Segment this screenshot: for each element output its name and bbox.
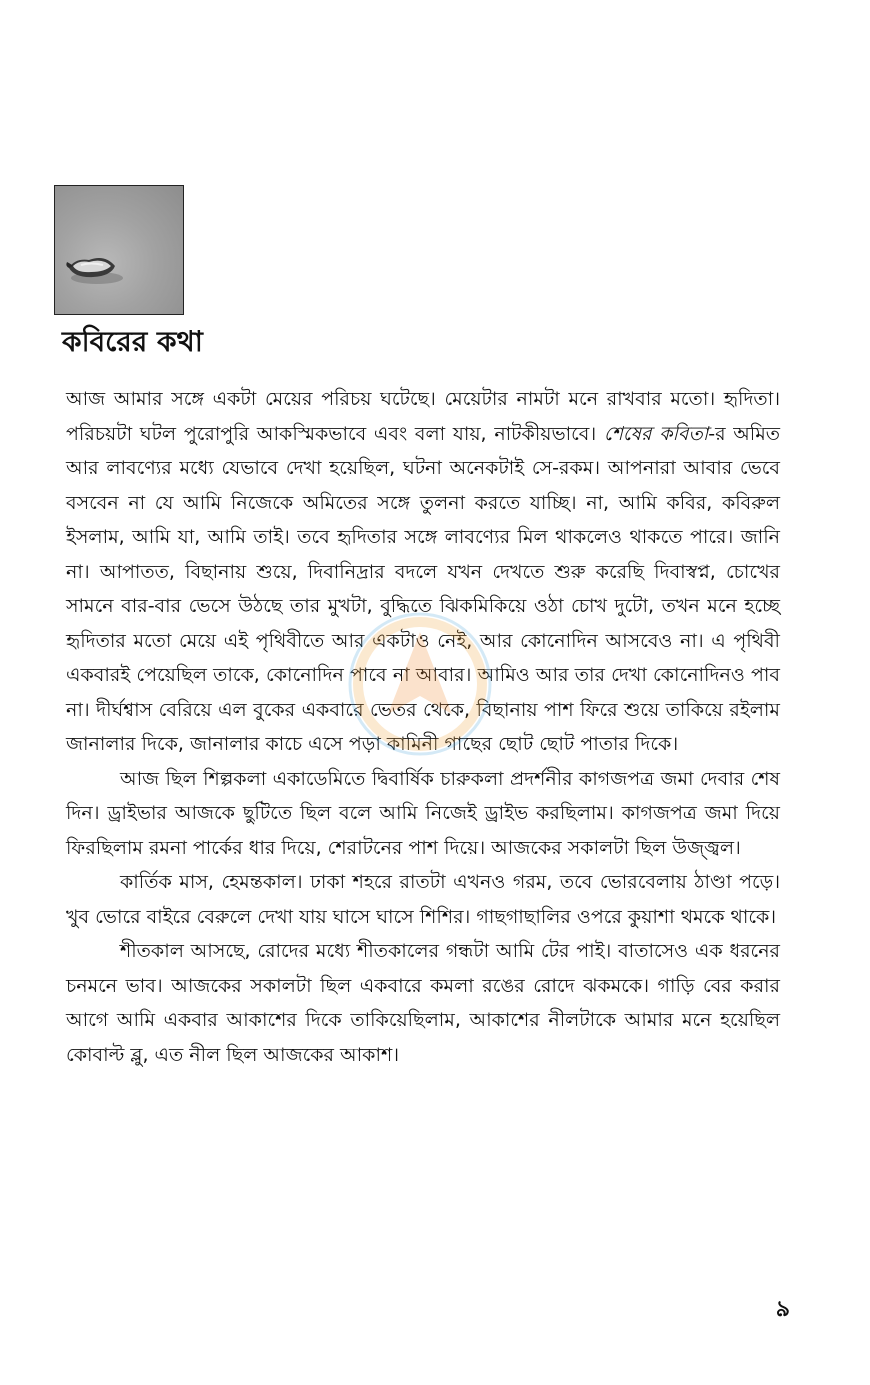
- paragraph-1: [66, 382, 780, 762]
- paragraph-2: আজ ছিল শিল্পকলা একাডেমিতে দ্বিবার্ষিক চারুকলা প্রদর্শনীর কাগজপত্র জমা দেবার শেষ দিন। ড্রাইভার আজকে ছুটিতে ছিল বলে আমি নিজেই ড্রাইভ করছিলাম। কাগজপত্র জমা দিয়ে ফিরছিলাম রমনা পার্কের ধার দিয়ে, শেরাটনের পাশ দিয়ে। আজকের সকালটা ছিল উজ্জ্বল।: [66, 767, 780, 859]
- oil-lamp-icon: [55, 186, 184, 315]
- page-number: ৯: [775, 1297, 790, 1322]
- paragraph-1-part-1: আজ আমার সঙ্গে একটা মেয়ের পরিচয় ঘটেছে। মেয়েটার নামটা মনে রাখবার মতো। হৃদিতা। পরিচয়টা ঘটল পুরোপুরি আকস্মিকভাবে এবং বলা যায়, নাটকীয়ভাবে।: [66, 388, 780, 445]
- paragraph-4: শীতকাল আসছে, রোদের মধ্যে শীতকালের গন্ধটা আমি টের পাই। বাতাসেও এক ধরনের চনমনে ভাব। আজকের সকালটা ছিল একবারে কমলা রঙের রোদে ঝকমকে। গাড়ি বের করার আগে আমি একবার আকাশের দিকে তাকিয়েছিলাম, আকাশের নীলটাকে আমার মনে হয়েছিল কোবাল্ট ব্লু, এত নীল ছিল আজকের আকাশ।: [66, 940, 780, 1066]
- chapter-title: কবিরের কথা: [62, 325, 203, 358]
- body-text: [66, 382, 780, 1072]
- chapter-header-image: [54, 185, 184, 315]
- paragraph-3: কার্তিক মাস, হেমন্তকাল। ঢাকা শহরে রাতটা এখনও গরম, তবে ভোরবেলায় ঠাণ্ডা পড়ে। খুব ভোরে বাইরে বেরুলে দেখা যায় ঘাসে ঘাসে শিশির। গাছগাছালির ওপরে কুয়াশা থমকে থাকে।: [66, 871, 780, 928]
- book-title-emphasis: শেষের কবিতা: [603, 422, 709, 445]
- paragraph-1-part-2: -র অমিত আর লাবণ্যের মধ্যে যেভাবে দেখা হয়েছিল, ঘটনা অনেকটাই সে-রকম। আপনারা আবার ভেবে বসবেন না যে আমি নিজেকে অমিতের সঙ্গে তুলনা করতে যাচ্ছি। না, আমি কবির, কবিরুল ইসলাম, আমি যা, আমি তাই। তবে হৃদিতার সঙ্গে লাবণ্যের মিল থাকলেও থাকতে পারে। জানি না। আপাতত, বিছানায় শুয়ে, দিবানিদ্রার বদলে যখন দেখতে শুরু করেছি দিবাস্বপ্ন, চোখের সামনে বার-বার ভেসে উঠছে তার মুখটা, বুদ্ধিতে ঝিকমিকিয়ে ওঠা চোখ দুটো, তখন মনে হচ্ছে হৃদিতার মতো মেয়ে এই পৃথিবীতে আর একটাও নেই, আর কোনোদিন আসবেও না। এ পৃথিবী একবারই পেয়েছিল তাকে, কোনোদিন পাবে না আবার। আমিও আর তার দেখা কোনোদিনও পাব না। দীর্ঘশ্বাস বেরিয়ে এল বুকের একবারে ভেতর থেকে, বিছানায় পাশ ফিরে শুয়ে তাকিয়ে রইলাম জানালার দিকে, জানালার কাচে এসে পড়া কামিনী গাছের ছোট ছোট পাতার দিকে।: [66, 422, 780, 755]
